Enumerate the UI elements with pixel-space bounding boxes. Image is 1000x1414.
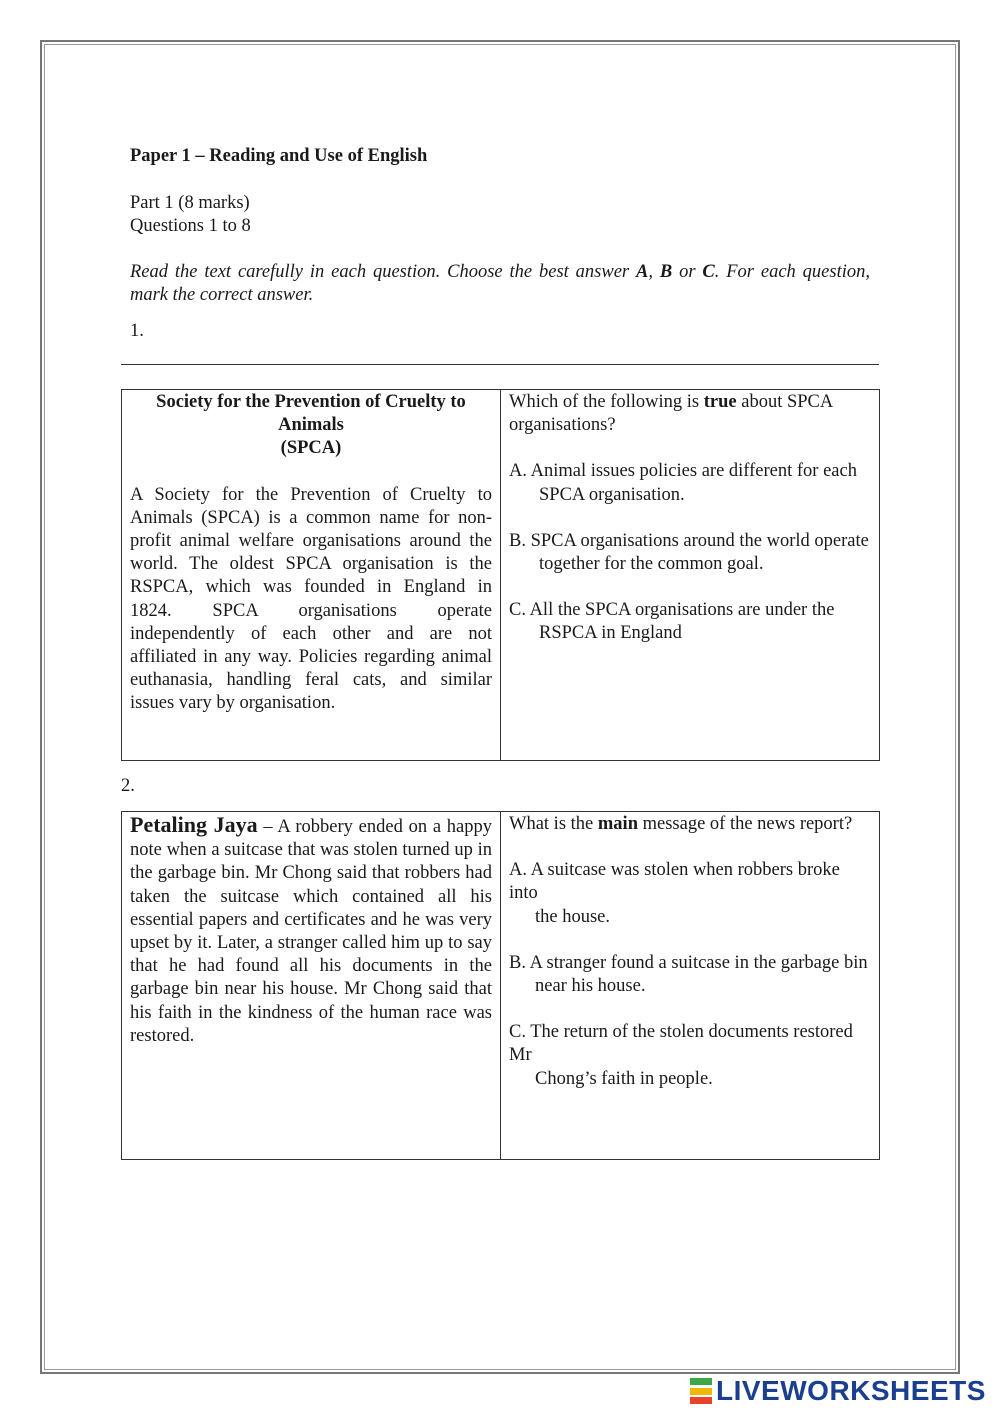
- question-number-2: 2.: [121, 776, 135, 796]
- logo-stripe-green: [690, 1378, 712, 1385]
- q2-option-b[interactable]: B. A stranger found a suitcase in the garbage bin near his house.: [509, 952, 868, 997]
- q1-heading-title: Society for the Prevention of Cruelty to Animals: [156, 392, 466, 436]
- liveworksheets-logo-icon: [690, 1378, 712, 1404]
- questions-range: Questions 1 to 8: [130, 216, 251, 236]
- q2-place: Petaling Jaya: [130, 812, 258, 837]
- logo-stripe-red: [690, 1397, 712, 1404]
- liveworksheets-watermark: [690, 1374, 986, 1408]
- q1-question-cell: [501, 390, 880, 761]
- part-label: Part 1 (8 marks): [130, 193, 250, 213]
- paper-title: Paper 1 – Reading and Use of English: [130, 146, 428, 166]
- q1-question: Which of the following is true about SPCA organisations?: [509, 392, 833, 436]
- q2-option-a[interactable]: A. A suitcase was stolen when robbers broke into the house.: [509, 860, 840, 927]
- question-1-table: [121, 389, 880, 761]
- instructions: Read the text carefully in each question. Choose the best answer A, B or C. For each question, mark the correct answer.: [130, 262, 870, 306]
- q2-question: What is the main message of the news report?: [509, 814, 853, 834]
- q1-heading-acronym: (SPCA): [280, 438, 342, 459]
- q2-question-cell: [501, 812, 880, 1160]
- question-2-table: [121, 811, 880, 1160]
- divider-line: [121, 364, 879, 365]
- q2-passage: Petaling Jaya – A robbery ended on a happy note when a suitcase that was stolen turned up in the garbage bin. Mr Chong said that robbers had taken the suitcase which contained all his essential papers and certificates and he was very upset by it. Later, a stranger called him up to say that he had found all his documents in the garbage bin near his house. Mr Chong said that his faith in the kindness of the human race was restored.: [130, 812, 492, 1046]
- q2-option-c[interactable]: C. The return of the stolen documents restored Mr Chong’s faith in people.: [509, 1022, 853, 1089]
- q1-passage: A Society for the Prevention of Cruelty to Animals (SPCA) is a common name for non-profit animal welfare organisations around the world. The oldest SPCA organisation is the RSPCA, which was founded in England in 1824. SPCA organisations operate independently of each other and are not affiliated in any way. Policies regarding animal euthanasia, handling feral cats, and similar issues vary by organisation.: [130, 484, 492, 714]
- q1-option-a[interactable]: A. Animal issues policies are different for each SPCA organisation.: [509, 461, 857, 505]
- q2-passage-cell: [122, 812, 501, 1160]
- q1-option-b[interactable]: B. SPCA organisations around the world operate together for the common goal.: [509, 530, 869, 575]
- watermark-text: LIVEWORKSHEETS: [716, 1375, 986, 1407]
- q1-heading: [130, 391, 492, 461]
- logo-stripe-yellow: [690, 1388, 712, 1395]
- q1-passage-cell: [122, 390, 501, 761]
- question-number-1: 1.: [130, 321, 144, 341]
- q1-option-c[interactable]: C. All the SPCA organisations are under the RSPCA in England: [509, 600, 835, 644]
